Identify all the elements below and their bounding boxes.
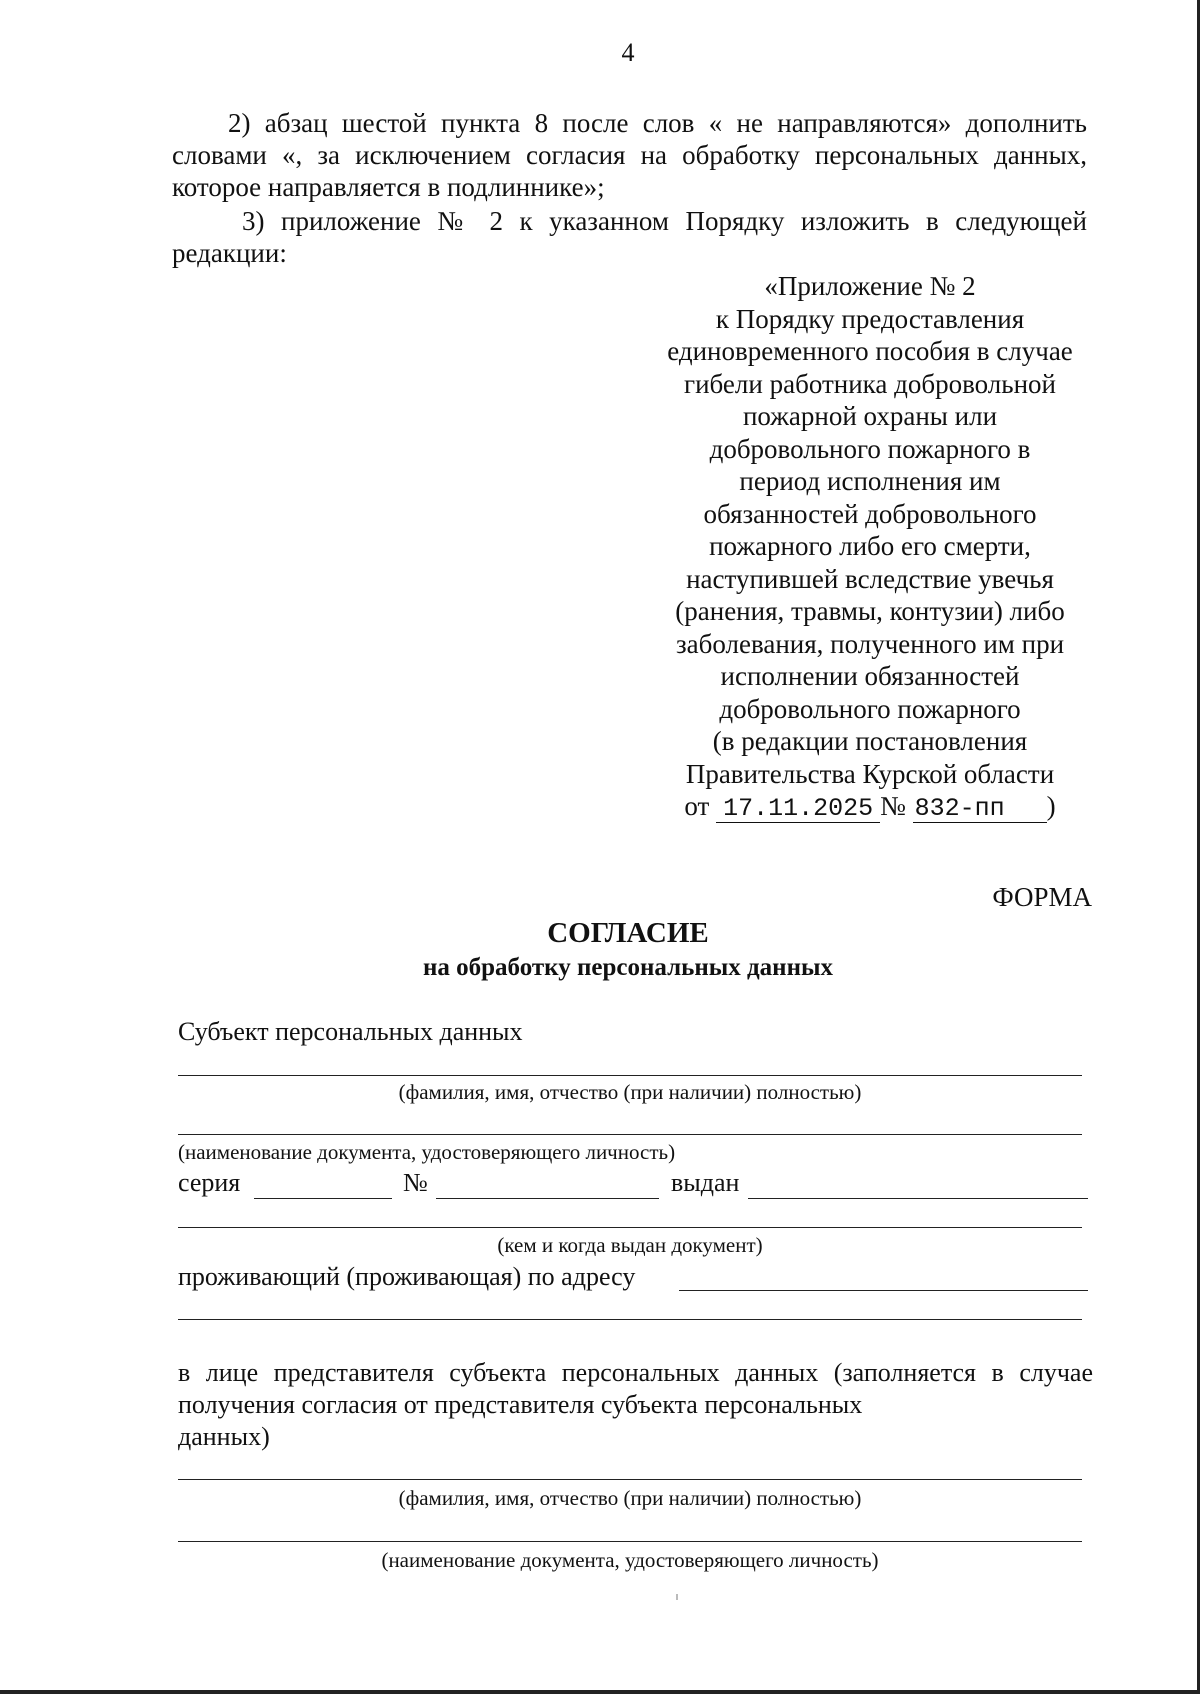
representative-text-end: данных) <box>178 1422 270 1451</box>
appendix-line: гибели работника добровольной <box>684 368 1056 399</box>
appendix-line: Правительства Курской области <box>685 758 1055 789</box>
closing-paren: ) <box>1046 791 1056 821</box>
page-number: 4 <box>621 38 635 67</box>
appendix-line: пожарного либо его смерти, <box>709 531 1031 561</box>
appendix-line: наступившей вследствие увечья <box>686 563 1054 594</box>
representative-fio-fill-line[interactable] <box>178 1479 1082 1480</box>
caption-fio: (фамилия, имя, отчество (при наличии) полностью) <box>398 1080 862 1104</box>
address-label: проживающий (проживающая) по адресу <box>178 1262 636 1291</box>
scan-edge-bottom <box>0 1690 1200 1694</box>
form-title: СОГЛАСИЕ <box>547 917 709 949</box>
resolution-date: 17.11.2025 <box>716 796 880 823</box>
representative-paragraph <box>178 1357 1093 1453</box>
paragraph-amendment-3 <box>172 205 1087 269</box>
series-fill-line[interactable] <box>254 1198 392 1199</box>
appendix-date-line <box>640 790 1100 823</box>
caption-fio-representative: (фамилия, имя, отчество (при наличии) полностью) <box>398 1486 862 1510</box>
appendix-line: период исполнения им <box>739 466 1001 496</box>
address-fill-line-2[interactable] <box>178 1319 1082 1320</box>
series-label: серия <box>178 1168 241 1197</box>
appendix-line: пожарной охраны или <box>742 401 998 431</box>
form-label: ФОРМА <box>992 882 1092 912</box>
id-document-fill-line[interactable] <box>178 1134 1082 1135</box>
subject-label: Субъект персональных данных <box>178 1017 523 1046</box>
number-sign: № <box>880 791 906 821</box>
caption-id-document: (наименование документа, удостоверяющего личность) <box>178 1140 676 1164</box>
issued-by-fill-line[interactable] <box>178 1227 1082 1228</box>
appendix-line: «Приложение № 2 <box>764 271 976 301</box>
appendix-header <box>640 270 1100 823</box>
appendix-line: к Порядку предоставления <box>715 303 1025 334</box>
appendix-line: (ранения, травмы, контузии) либо <box>675 596 1065 626</box>
issued-label: выдан <box>671 1168 740 1197</box>
scan-speck <box>676 1594 678 1600</box>
appendix-line: исполнении обязанностей <box>720 661 1020 691</box>
date-prefix: от <box>684 791 710 821</box>
address-fill-line[interactable] <box>679 1290 1088 1291</box>
paragraph-amendment-3-line1: 3) приложение № 2 к указанном Порядку изложить в следующей <box>242 206 1087 236</box>
doc-number-fill-line[interactable] <box>436 1198 659 1199</box>
appendix-line: заболевания, полученного им при <box>675 628 1065 659</box>
appendix-line: (в редакции постановления <box>712 726 1028 756</box>
resolution-number: 832-пп <box>913 796 1047 823</box>
appendix-line: добровольного пожарного <box>719 693 1021 724</box>
passport-fields-row <box>178 1168 1088 1202</box>
caption-issued-by: (кем и когда выдан документ) <box>497 1233 763 1257</box>
caption-doc-representative: (наименование документа, удостоверяющего личность) <box>381 1548 879 1572</box>
doc-number-label: № <box>403 1168 428 1197</box>
representative-doc-fill-line[interactable] <box>178 1541 1082 1542</box>
appendix-line: добровольного пожарного в <box>709 433 1031 464</box>
form-subtitle: на обработку персональных данных <box>423 954 833 981</box>
issued-fill-line[interactable] <box>748 1198 1088 1199</box>
representative-text: в лице представителя субъекта персональных данных (заполняется в случае получения согласия от представителя субъекта персональных <box>178 1358 1093 1419</box>
paragraph-amendment-2: 2) абзац шестой пункта 8 после слов « не направляются» дополнить словами «, за исключением согласия на обработку персональных данных, которое направляется в подлиннике»; <box>172 108 1087 202</box>
appendix-line: обязанностей добровольного <box>703 498 1037 529</box>
paragraph-amendment-3-line2: редакции: <box>172 238 287 268</box>
appendix-line: единовременного пособия в случае <box>667 336 1073 366</box>
fio-fill-line[interactable] <box>178 1075 1082 1076</box>
